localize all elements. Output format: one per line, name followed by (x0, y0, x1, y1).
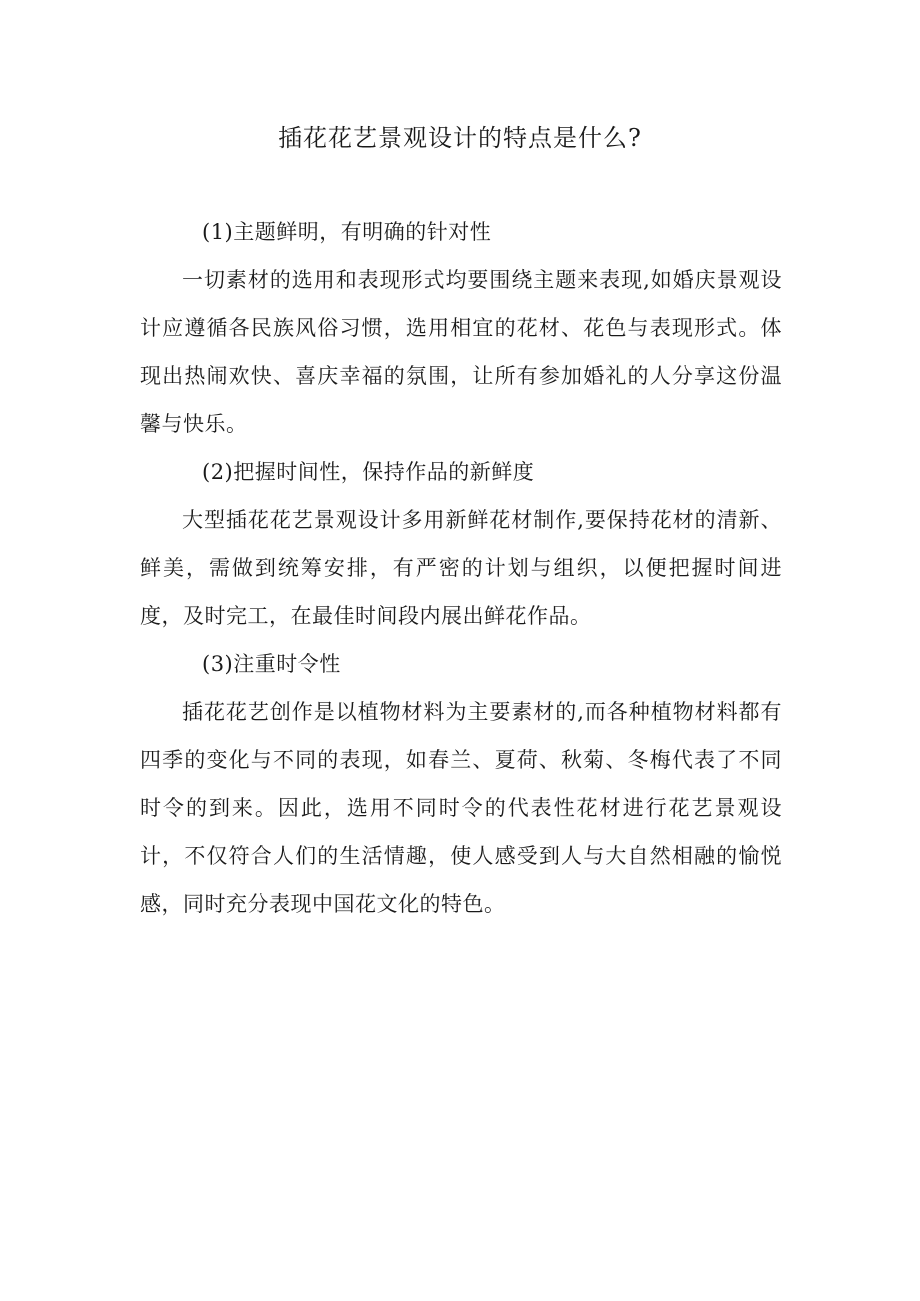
section-heading-2: (2)把握时间性，保持作品的新鲜度 (202, 460, 535, 484)
section-paragraph-1: 一切素材的选用和表现形式均要围绕主题来表现,如婚庆景观设计应遵循各民族风俗习惯，选用相宜的花材、花色与表现形式。体现出热闹欢快、喜庆幸福的氛围，让所有参加婚礼的人分享这份温馨与快乐。 (140, 268, 782, 436)
section-heading-1: (1)主题鲜明，有明确的针对性 (202, 220, 492, 244)
section-paragraph-2: 大型插花花艺景观设计多用新鲜花材制作,要保持花材的清新、鲜美，需做到统筹安排，有严密的计划与组织，以便把握时间进度，及时完工，在最佳时间段内展出鲜花作品。 (140, 508, 782, 628)
page-title: 插花花艺景观设计的特点是什么? (278, 124, 642, 152)
document-body (140, 208, 782, 928)
section-heading-3: (3)注重时令性 (202, 652, 341, 676)
section-paragraph-3: 插花花艺创作是以植物材料为主要素材的,而各种植物材料都有四季的变化与不同的表现，如春兰、夏荷、秋菊、冬梅代表了不同时令的到来。因此，选用不同时令的代表性花材进行花艺景观设计，不仅符合人们的生活情趣，使人感受到人与大自然相融的愉悦感，同时充分表现中国花文化的特色。 (140, 700, 782, 916)
